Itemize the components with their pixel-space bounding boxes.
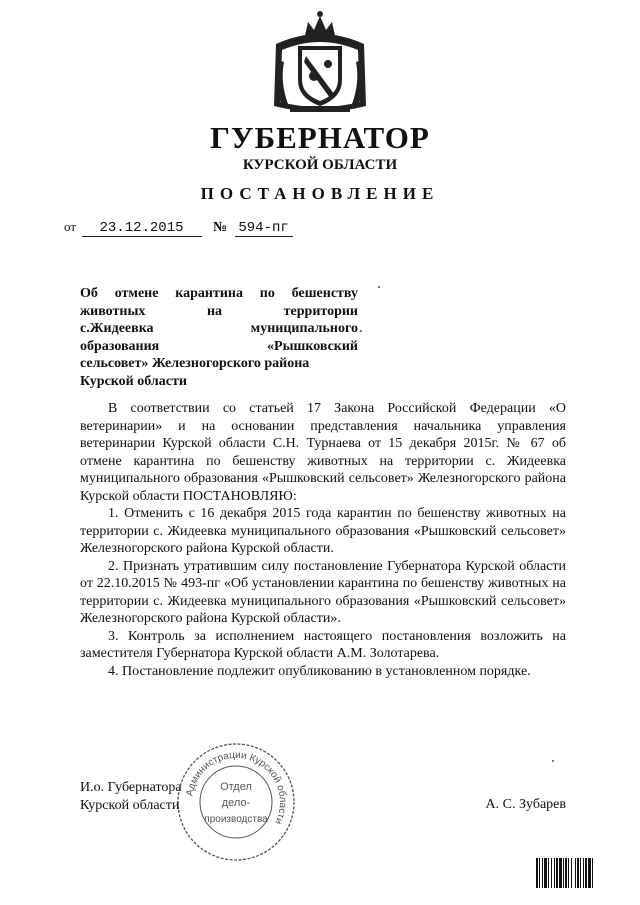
- body-paragraph-item-2: 2. Признать утратившим силу постановление Губернатора Курской области от 22.10.2015 № 493-пг «Об установлении карантина по бешенству животных на территории с. Жидеевка муниципального образования «Рышковский сельсовет» Железногорского района Курской области».: [80, 558, 566, 626]
- signatory-name: А. С. Зубарев: [485, 797, 566, 812]
- document-number: 594-пг: [235, 220, 293, 237]
- scan-speck: [378, 286, 380, 288]
- document-subject: [80, 285, 358, 390]
- number-label: №: [213, 220, 228, 235]
- stamp-center-line: дело-: [221, 797, 251, 809]
- subject-line: сельсовет» Железногорского района: [80, 356, 310, 371]
- scan-speck: [552, 760, 554, 762]
- coat-of-arms-emblem: [268, 10, 372, 116]
- office-stamp: [172, 738, 300, 866]
- body-paragraph-item-3: 3. Контроль за исполнением настоящего постановления возложить на заместителя Губернатора Курской области А.М. Золотарева.: [80, 628, 566, 661]
- barcode: [536, 858, 624, 888]
- document-date: 23.12.2015: [82, 220, 202, 237]
- subject-line: Об отмене карантина по бешенству: [80, 286, 358, 301]
- signatory-position: [80, 779, 182, 814]
- body-paragraph-preamble: В соответствии со статьей 17 Закона Российской Федерации «О ветеринарии» и на основании представления начальника управления ветеринарии Курской области С.Н. Турнаева от 15 декабря 2015г. № 67 об отмене карантина по бешенству животных на территории с. Жидеевка муниципального образования «Рышковский сельсовет» Железногорского района Курской области ПОСТАНОВЛЯЮ:: [80, 401, 566, 504]
- date-label: от: [64, 219, 77, 234]
- document-type-heading: ПОСТАНОВЛЕНИЕ: [200, 184, 440, 203]
- region-subtitle: КУРСКОЙ ОБЛАСТИ: [242, 157, 398, 173]
- subject-line: животных на территории: [80, 303, 358, 319]
- date-number-row: [64, 219, 293, 237]
- scan-speck: [360, 330, 362, 332]
- subject-line: Курской области: [80, 373, 187, 389]
- stamp-center-line: производства: [204, 814, 268, 825]
- body-paragraph-item-4: 4. Постановление подлежит опубликованию в установленном порядке.: [108, 663, 531, 679]
- document-title: ГУБЕРНАТОР: [210, 120, 430, 155]
- stamp-center-line: Отдел: [220, 781, 252, 793]
- stamp-ring-text: Администрации Курской области: [184, 749, 289, 826]
- document-body: [80, 400, 566, 680]
- subject-line: с.Жидеевка муниципального: [80, 321, 358, 336]
- body-paragraph-item-1: 1. Отменить с 16 декабря 2015 года карантин по бешенству животных на территории с. Жидеевка муниципального образования «Рышковский сельсовет» Железногорского района Курской области.: [80, 506, 566, 556]
- subject-line: образования «Рышковский: [80, 338, 358, 354]
- signatory-position-line: И.о. Губернатора: [80, 780, 182, 795]
- signatory-position-line: Курской области: [80, 797, 180, 813]
